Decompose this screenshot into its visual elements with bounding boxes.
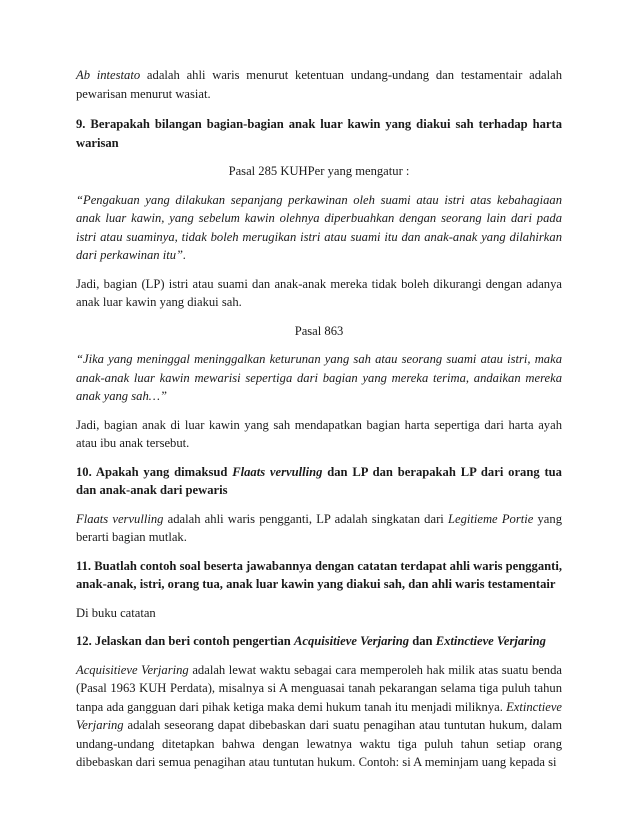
heading-pasal-285: Pasal 285 KUHPer yang mengatur : — [228, 164, 410, 178]
question-11: 11. Buatlah contoh soal beserta jawabannya dengan catatan terdapat ahli waris pengganti, anak-anak, istri, orang tua, anak luar kawin yang diakui sah, dan ahli waris testamentair — [76, 558, 562, 591]
quote-pasal-285: “Pengakuan yang dilakukan sepanjang perkawinan oleh suami atau istri atas kebahagiaan anak luar kawin, yang sebelum kawin olehnya diperbuahkan dengan seorang lain dari pada istri atau suaminya, tidak boleh merugikan istri atau suami itu dan anak-anak yang dilahirkan dari perkawinan itu”. — [76, 192, 562, 262]
answer-10-text-b: yang berarti bagian mutlak. — [76, 511, 562, 544]
answer-12 — [76, 661, 562, 772]
question-10-text-a: 10. Apakah yang dimaksud — [76, 464, 233, 479]
answer-12-text-a: adalah lewat waktu sebagai cara memperoleh hak milik atas suatu benda (Pasal 1963 KUH Perdata), misalnya si A menguasai tanah pekarangan selama tiga puluh tahun tanpa ada gangguan dari pihak ketiga maka demi hukum tanah itu menjadi miliknya. — [76, 662, 562, 714]
paragraph-ab-intestato — [76, 66, 562, 103]
question-12-text-b: dan — [409, 634, 436, 648]
heading-pasal-863: Pasal 863 — [294, 323, 344, 338]
question-12 — [76, 632, 562, 651]
term-acquisitieve-verjaring: Acquisitieve Verjaring — [76, 662, 189, 677]
question-9: 9. Berapakah bilangan bagian-bagian anak luar kawin yang diakui sah terhadap harta warisan — [76, 117, 562, 150]
answer-10-text-a: adalah ahli waris pengganti, LP adalah singkatan dari — [163, 511, 448, 526]
answer-11: Di buku catatan — [76, 605, 156, 620]
term-flaats-vervulling: Flaats vervulling — [76, 511, 164, 526]
document-body — [76, 66, 562, 784]
question-10-text-b: dan LP dan berapakah LP dari orang tua dan anak-anak dari pewaris — [76, 464, 562, 497]
term-flaats-vervulling: Flaats vervulling — [232, 464, 323, 479]
paragraph-jadi-2: Jadi, bagian anak di luar kawin yang sah mendapatkan bagian harta sepertiga dari harta ayah atau ibu anak tersebut. — [76, 417, 562, 450]
term-ab-intestato: Ab intestato — [76, 68, 141, 82]
term-extinctieve-verjaring: Extinctieve Verjaring — [76, 699, 562, 732]
term-acquisitieve-verjaring: Acquisitieve Verjaring — [293, 634, 410, 648]
paragraph-text: adalah ahli waris menurut ketentuan undang-undang dan testamentair adalah pewarisan menurut wasiat. — [76, 68, 563, 101]
question-10 — [76, 463, 562, 500]
answer-12-text-b: adalah seseorang dapat dibebaskan dari suatu penagihan atau tuntutan hukum, dalam undang-undang ditetapkan bahwa dengan lewatnya waktu tiga puluh tahun setiap orang dibebaskan dari semua penagihan atau tuntutan hukum. Contoh: si A meminjam uang kepada si — [76, 718, 562, 769]
quote-pasal-863: “Jika yang meninggal meninggalkan keturunan yang sah atau seorang suami atau istri, maka anak-anak luar kawin mewarisi sepertiga dari bagian yang mereka terima, andaikan mereka anak yang sah…” — [76, 352, 562, 403]
answer-10 — [76, 510, 562, 547]
term-extinctieve-verjaring: Extinctieve Verjaring — [435, 634, 546, 648]
question-12-text-a: 12. Jelaskan dan beri contoh pengertian — [76, 634, 294, 648]
paragraph-jadi-1: Jadi, bagian (LP) istri atau suami dan anak-anak mereka tidak boleh dikurangi dengan adanya anak luar kawin yang diakui sah. — [76, 276, 562, 309]
term-legitieme-portie: Legitieme Portie — [447, 511, 534, 526]
